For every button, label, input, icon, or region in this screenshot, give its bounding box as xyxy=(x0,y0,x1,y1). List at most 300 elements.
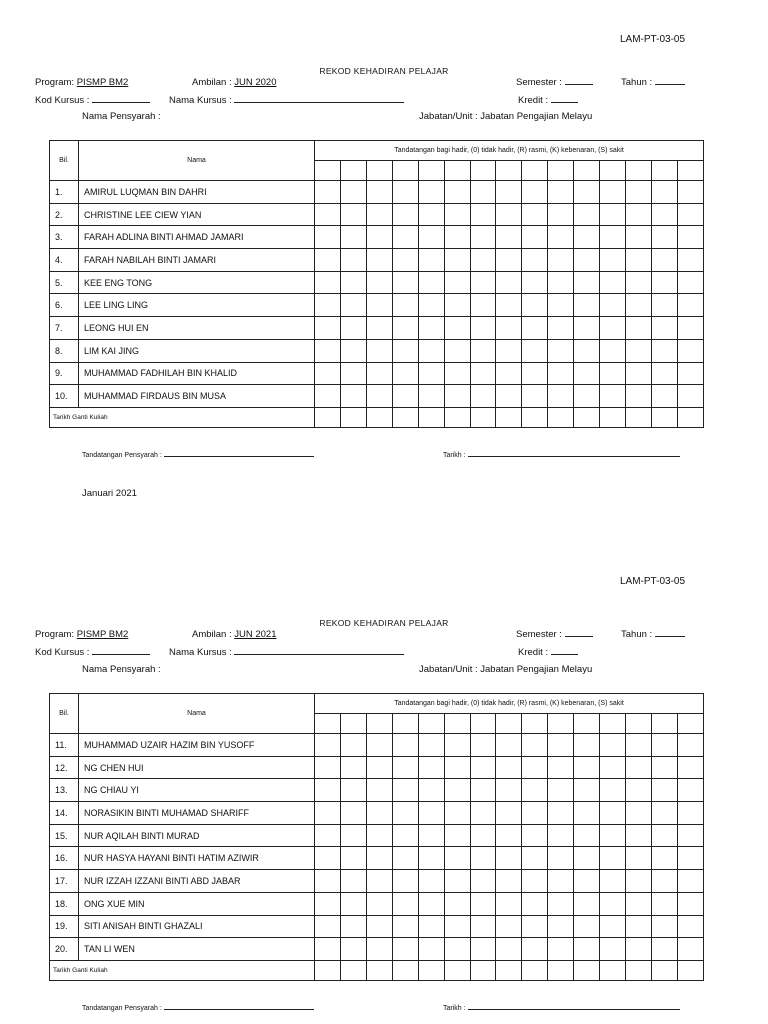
attendance-cell[interactable] xyxy=(366,915,392,938)
attendance-cell[interactable] xyxy=(418,249,444,272)
attendance-cell[interactable] xyxy=(522,362,548,385)
attendance-cell[interactable] xyxy=(315,756,341,779)
attendance-cell[interactable] xyxy=(418,756,444,779)
semester-blank[interactable] xyxy=(565,636,593,637)
attendance-cell[interactable] xyxy=(392,271,418,294)
attendance-cell[interactable] xyxy=(651,756,677,779)
attendance-cell[interactable] xyxy=(626,892,652,915)
attendance-cell[interactable] xyxy=(392,938,418,961)
attendance-cell[interactable] xyxy=(392,870,418,893)
attendance-cell[interactable] xyxy=(522,756,548,779)
attendance-cell[interactable] xyxy=(574,339,600,362)
attendance-cell[interactable] xyxy=(548,294,574,317)
attendance-cell[interactable] xyxy=(315,181,341,204)
attendance-cell[interactable] xyxy=(626,756,652,779)
attendance-cell[interactable] xyxy=(418,824,444,847)
attendance-cell[interactable] xyxy=(548,249,574,272)
attendance-cell[interactable] xyxy=(626,938,652,961)
nama-kursus-blank[interactable] xyxy=(234,654,404,655)
attendance-cell[interactable] xyxy=(366,339,392,362)
attendance-cell[interactable] xyxy=(677,385,703,408)
attendance-cell[interactable] xyxy=(522,802,548,825)
attendance-cell[interactable] xyxy=(574,802,600,825)
attendance-cell[interactable] xyxy=(600,756,626,779)
attendance-cell[interactable] xyxy=(366,226,392,249)
attendance-cell[interactable] xyxy=(470,203,496,226)
attendance-cell[interactable] xyxy=(651,938,677,961)
attendance-cell[interactable] xyxy=(366,938,392,961)
attendance-cell[interactable] xyxy=(600,824,626,847)
semester-blank[interactable] xyxy=(565,84,593,85)
attendance-cell[interactable] xyxy=(315,203,341,226)
attendance-cell[interactable] xyxy=(600,847,626,870)
attendance-cell[interactable] xyxy=(496,249,522,272)
attendance-cell[interactable] xyxy=(677,802,703,825)
attendance-cell[interactable] xyxy=(677,734,703,757)
attendance-cell[interactable] xyxy=(651,181,677,204)
attendance-cell[interactable] xyxy=(315,915,341,938)
attendance-cell[interactable] xyxy=(444,385,470,408)
attendance-cell[interactable] xyxy=(340,892,366,915)
attendance-cell[interactable] xyxy=(366,362,392,385)
attendance-cell[interactable] xyxy=(340,181,366,204)
attendance-cell[interactable] xyxy=(677,181,703,204)
attendance-cell[interactable] xyxy=(548,802,574,825)
attendance-cell[interactable] xyxy=(600,779,626,802)
attendance-cell[interactable] xyxy=(600,362,626,385)
attendance-cell[interactable] xyxy=(340,847,366,870)
attendance-cell[interactable] xyxy=(418,802,444,825)
attendance-cell[interactable] xyxy=(418,915,444,938)
attendance-cell[interactable] xyxy=(677,226,703,249)
attendance-cell[interactable] xyxy=(496,203,522,226)
attendance-cell[interactable] xyxy=(470,226,496,249)
attendance-cell[interactable] xyxy=(677,779,703,802)
attendance-cell[interactable] xyxy=(626,385,652,408)
attendance-cell[interactable] xyxy=(677,271,703,294)
attendance-cell[interactable] xyxy=(418,779,444,802)
attendance-cell[interactable] xyxy=(392,317,418,340)
attendance-cell[interactable] xyxy=(340,249,366,272)
attendance-cell[interactable] xyxy=(444,847,470,870)
attendance-cell[interactable] xyxy=(496,847,522,870)
attendance-cell[interactable] xyxy=(677,362,703,385)
attendance-cell[interactable] xyxy=(366,892,392,915)
attendance-cell[interactable] xyxy=(496,385,522,408)
attendance-cell[interactable] xyxy=(444,339,470,362)
attendance-cell[interactable] xyxy=(418,892,444,915)
attendance-cell[interactable] xyxy=(418,339,444,362)
attendance-cell[interactable] xyxy=(574,249,600,272)
attendance-cell[interactable] xyxy=(600,938,626,961)
attendance-cell[interactable] xyxy=(340,362,366,385)
attendance-cell[interactable] xyxy=(496,362,522,385)
attendance-cell[interactable] xyxy=(418,226,444,249)
attendance-cell[interactable] xyxy=(548,756,574,779)
attendance-cell[interactable] xyxy=(392,802,418,825)
attendance-cell[interactable] xyxy=(470,802,496,825)
attendance-cell[interactable] xyxy=(470,756,496,779)
attendance-cell[interactable] xyxy=(574,938,600,961)
kredit-blank[interactable] xyxy=(551,102,578,103)
attendance-cell[interactable] xyxy=(366,802,392,825)
attendance-cell[interactable] xyxy=(444,317,470,340)
attendance-cell[interactable] xyxy=(626,271,652,294)
attendance-cell[interactable] xyxy=(470,847,496,870)
attendance-cell[interactable] xyxy=(315,802,341,825)
attendance-cell[interactable] xyxy=(600,226,626,249)
attendance-cell[interactable] xyxy=(418,294,444,317)
attendance-cell[interactable] xyxy=(677,824,703,847)
attendance-cell[interactable] xyxy=(444,915,470,938)
attendance-cell[interactable] xyxy=(340,385,366,408)
attendance-cell[interactable] xyxy=(548,339,574,362)
attendance-cell[interactable] xyxy=(548,226,574,249)
attendance-cell[interactable] xyxy=(444,824,470,847)
attendance-cell[interactable] xyxy=(340,339,366,362)
attendance-cell[interactable] xyxy=(522,203,548,226)
attendance-cell[interactable] xyxy=(418,203,444,226)
attendance-cell[interactable] xyxy=(651,271,677,294)
attendance-cell[interactable] xyxy=(626,734,652,757)
attendance-cell[interactable] xyxy=(366,271,392,294)
attendance-cell[interactable] xyxy=(626,847,652,870)
attendance-cell[interactable] xyxy=(392,249,418,272)
attendance-cell[interactable] xyxy=(522,892,548,915)
attendance-cell[interactable] xyxy=(366,734,392,757)
attendance-cell[interactable] xyxy=(651,847,677,870)
attendance-cell[interactable] xyxy=(340,802,366,825)
attendance-cell[interactable] xyxy=(392,339,418,362)
attendance-cell[interactable] xyxy=(418,317,444,340)
attendance-cell[interactable] xyxy=(444,181,470,204)
attendance-cell[interactable] xyxy=(340,203,366,226)
attendance-cell[interactable] xyxy=(340,915,366,938)
attendance-cell[interactable] xyxy=(677,892,703,915)
attendance-cell[interactable] xyxy=(548,203,574,226)
attendance-cell[interactable] xyxy=(677,339,703,362)
attendance-cell[interactable] xyxy=(366,847,392,870)
attendance-cell[interactable] xyxy=(340,317,366,340)
attendance-cell[interactable] xyxy=(574,317,600,340)
attendance-cell[interactable] xyxy=(574,203,600,226)
attendance-cell[interactable] xyxy=(392,756,418,779)
attendance-cell[interactable] xyxy=(651,249,677,272)
attendance-cell[interactable] xyxy=(496,802,522,825)
attendance-cell[interactable] xyxy=(496,181,522,204)
attendance-cell[interactable] xyxy=(600,870,626,893)
kredit-blank[interactable] xyxy=(551,654,578,655)
attendance-cell[interactable] xyxy=(496,779,522,802)
attendance-cell[interactable] xyxy=(496,294,522,317)
attendance-cell[interactable] xyxy=(574,226,600,249)
attendance-cell[interactable] xyxy=(522,294,548,317)
attendance-cell[interactable] xyxy=(522,317,548,340)
attendance-cell[interactable] xyxy=(340,271,366,294)
attendance-cell[interactable] xyxy=(470,317,496,340)
attendance-cell[interactable] xyxy=(496,824,522,847)
attendance-cell[interactable] xyxy=(600,915,626,938)
attendance-cell[interactable] xyxy=(392,294,418,317)
attendance-cell[interactable] xyxy=(626,339,652,362)
tandatangan-blank[interactable] xyxy=(164,1009,314,1010)
attendance-cell[interactable] xyxy=(548,892,574,915)
attendance-cell[interactable] xyxy=(470,734,496,757)
attendance-cell[interactable] xyxy=(315,938,341,961)
attendance-cell[interactable] xyxy=(651,385,677,408)
attendance-cell[interactable] xyxy=(574,892,600,915)
attendance-cell[interactable] xyxy=(444,802,470,825)
attendance-cell[interactable] xyxy=(522,271,548,294)
attendance-cell[interactable] xyxy=(366,317,392,340)
attendance-cell[interactable] xyxy=(600,734,626,757)
attendance-cell[interactable] xyxy=(548,385,574,408)
attendance-cell[interactable] xyxy=(600,317,626,340)
attendance-cell[interactable] xyxy=(574,734,600,757)
attendance-cell[interactable] xyxy=(626,294,652,317)
attendance-cell[interactable] xyxy=(444,271,470,294)
attendance-cell[interactable] xyxy=(522,181,548,204)
attendance-cell[interactable] xyxy=(677,870,703,893)
attendance-cell[interactable] xyxy=(522,870,548,893)
attendance-cell[interactable] xyxy=(444,362,470,385)
attendance-cell[interactable] xyxy=(470,249,496,272)
attendance-cell[interactable] xyxy=(574,847,600,870)
attendance-cell[interactable] xyxy=(522,824,548,847)
attendance-cell[interactable] xyxy=(626,802,652,825)
attendance-cell[interactable] xyxy=(496,915,522,938)
attendance-cell[interactable] xyxy=(366,203,392,226)
attendance-cell[interactable] xyxy=(626,362,652,385)
attendance-cell[interactable] xyxy=(496,271,522,294)
attendance-cell[interactable] xyxy=(366,824,392,847)
attendance-cell[interactable] xyxy=(626,181,652,204)
attendance-cell[interactable] xyxy=(626,203,652,226)
attendance-cell[interactable] xyxy=(574,271,600,294)
attendance-cell[interactable] xyxy=(548,734,574,757)
attendance-cell[interactable] xyxy=(470,339,496,362)
attendance-cell[interactable] xyxy=(340,824,366,847)
attendance-cell[interactable] xyxy=(496,226,522,249)
attendance-cell[interactable] xyxy=(600,385,626,408)
attendance-cell[interactable] xyxy=(677,317,703,340)
attendance-cell[interactable] xyxy=(522,339,548,362)
attendance-cell[interactable] xyxy=(677,847,703,870)
attendance-cell[interactable] xyxy=(418,271,444,294)
attendance-cell[interactable] xyxy=(315,870,341,893)
attendance-cell[interactable] xyxy=(392,824,418,847)
attendance-cell[interactable] xyxy=(496,317,522,340)
attendance-cell[interactable] xyxy=(366,756,392,779)
attendance-cell[interactable] xyxy=(574,756,600,779)
attendance-cell[interactable] xyxy=(548,824,574,847)
attendance-cell[interactable] xyxy=(444,734,470,757)
attendance-cell[interactable] xyxy=(600,294,626,317)
attendance-cell[interactable] xyxy=(392,892,418,915)
attendance-cell[interactable] xyxy=(470,938,496,961)
attendance-cell[interactable] xyxy=(418,385,444,408)
attendance-cell[interactable] xyxy=(600,249,626,272)
attendance-cell[interactable] xyxy=(470,294,496,317)
attendance-cell[interactable] xyxy=(315,249,341,272)
attendance-cell[interactable] xyxy=(626,870,652,893)
attendance-cell[interactable] xyxy=(548,317,574,340)
attendance-cell[interactable] xyxy=(392,362,418,385)
attendance-cell[interactable] xyxy=(651,779,677,802)
attendance-cell[interactable] xyxy=(574,385,600,408)
attendance-cell[interactable] xyxy=(418,870,444,893)
attendance-cell[interactable] xyxy=(418,181,444,204)
attendance-cell[interactable] xyxy=(651,915,677,938)
attendance-cell[interactable] xyxy=(444,870,470,893)
tahun-blank[interactable] xyxy=(655,84,685,85)
attendance-cell[interactable] xyxy=(522,226,548,249)
attendance-cell[interactable] xyxy=(366,181,392,204)
attendance-cell[interactable] xyxy=(651,802,677,825)
attendance-cell[interactable] xyxy=(522,779,548,802)
attendance-cell[interactable] xyxy=(470,181,496,204)
attendance-cell[interactable] xyxy=(626,249,652,272)
attendance-cell[interactable] xyxy=(496,734,522,757)
attendance-cell[interactable] xyxy=(574,181,600,204)
attendance-cell[interactable] xyxy=(470,362,496,385)
attendance-cell[interactable] xyxy=(470,385,496,408)
attendance-cell[interactable] xyxy=(418,847,444,870)
attendance-cell[interactable] xyxy=(496,339,522,362)
attendance-cell[interactable] xyxy=(651,226,677,249)
attendance-cell[interactable] xyxy=(548,870,574,893)
attendance-cell[interactable] xyxy=(574,779,600,802)
tandatangan-blank[interactable] xyxy=(164,456,314,457)
attendance-cell[interactable] xyxy=(470,915,496,938)
attendance-cell[interactable] xyxy=(340,779,366,802)
attendance-cell[interactable] xyxy=(600,802,626,825)
tarikh-blank[interactable] xyxy=(468,1009,680,1010)
attendance-cell[interactable] xyxy=(315,385,341,408)
attendance-cell[interactable] xyxy=(522,847,548,870)
attendance-cell[interactable] xyxy=(392,779,418,802)
attendance-cell[interactable] xyxy=(444,756,470,779)
attendance-cell[interactable] xyxy=(315,339,341,362)
attendance-cell[interactable] xyxy=(340,756,366,779)
attendance-cell[interactable] xyxy=(315,892,341,915)
attendance-cell[interactable] xyxy=(418,362,444,385)
attendance-cell[interactable] xyxy=(677,249,703,272)
attendance-cell[interactable] xyxy=(574,915,600,938)
attendance-cell[interactable] xyxy=(418,734,444,757)
nama-kursus-blank[interactable] xyxy=(234,102,404,103)
attendance-cell[interactable] xyxy=(626,915,652,938)
attendance-cell[interactable] xyxy=(626,779,652,802)
attendance-cell[interactable] xyxy=(574,824,600,847)
attendance-cell[interactable] xyxy=(574,870,600,893)
attendance-cell[interactable] xyxy=(651,317,677,340)
attendance-cell[interactable] xyxy=(522,938,548,961)
attendance-cell[interactable] xyxy=(574,294,600,317)
attendance-cell[interactable] xyxy=(366,385,392,408)
attendance-cell[interactable] xyxy=(548,181,574,204)
attendance-cell[interactable] xyxy=(677,294,703,317)
attendance-cell[interactable] xyxy=(626,226,652,249)
attendance-cell[interactable] xyxy=(315,271,341,294)
kod-kursus-blank[interactable] xyxy=(92,654,150,655)
attendance-cell[interactable] xyxy=(444,249,470,272)
attendance-cell[interactable] xyxy=(496,892,522,915)
attendance-cell[interactable] xyxy=(496,870,522,893)
attendance-cell[interactable] xyxy=(522,915,548,938)
attendance-cell[interactable] xyxy=(600,339,626,362)
attendance-cell[interactable] xyxy=(366,870,392,893)
attendance-cell[interactable] xyxy=(651,892,677,915)
attendance-cell[interactable] xyxy=(470,870,496,893)
attendance-cell[interactable] xyxy=(651,870,677,893)
attendance-cell[interactable] xyxy=(548,271,574,294)
attendance-cell[interactable] xyxy=(444,938,470,961)
attendance-cell[interactable] xyxy=(651,203,677,226)
attendance-cell[interactable] xyxy=(522,385,548,408)
attendance-cell[interactable] xyxy=(340,938,366,961)
attendance-cell[interactable] xyxy=(548,362,574,385)
attendance-cell[interactable] xyxy=(315,226,341,249)
attendance-cell[interactable] xyxy=(392,203,418,226)
attendance-cell[interactable] xyxy=(626,824,652,847)
attendance-cell[interactable] xyxy=(392,847,418,870)
attendance-cell[interactable] xyxy=(444,779,470,802)
attendance-cell[interactable] xyxy=(315,362,341,385)
attendance-cell[interactable] xyxy=(626,317,652,340)
attendance-cell[interactable] xyxy=(574,362,600,385)
attendance-cell[interactable] xyxy=(651,734,677,757)
attendance-cell[interactable] xyxy=(522,249,548,272)
attendance-cell[interactable] xyxy=(548,938,574,961)
tarikh-blank[interactable] xyxy=(468,456,680,457)
attendance-cell[interactable] xyxy=(444,226,470,249)
attendance-cell[interactable] xyxy=(392,181,418,204)
attendance-cell[interactable] xyxy=(315,779,341,802)
attendance-cell[interactable] xyxy=(392,385,418,408)
kod-kursus-blank[interactable] xyxy=(92,102,150,103)
attendance-cell[interactable] xyxy=(315,824,341,847)
attendance-cell[interactable] xyxy=(315,294,341,317)
attendance-cell[interactable] xyxy=(366,779,392,802)
attendance-cell[interactable] xyxy=(315,317,341,340)
attendance-cell[interactable] xyxy=(340,734,366,757)
attendance-cell[interactable] xyxy=(677,203,703,226)
attendance-cell[interactable] xyxy=(470,779,496,802)
attendance-cell[interactable] xyxy=(651,362,677,385)
attendance-cell[interactable] xyxy=(340,226,366,249)
attendance-cell[interactable] xyxy=(470,892,496,915)
attendance-cell[interactable] xyxy=(392,734,418,757)
attendance-cell[interactable] xyxy=(600,181,626,204)
attendance-cell[interactable] xyxy=(651,824,677,847)
attendance-cell[interactable] xyxy=(651,339,677,362)
attendance-cell[interactable] xyxy=(651,294,677,317)
attendance-cell[interactable] xyxy=(418,938,444,961)
attendance-cell[interactable] xyxy=(677,938,703,961)
attendance-cell[interactable] xyxy=(392,915,418,938)
tahun-blank[interactable] xyxy=(655,636,685,637)
attendance-cell[interactable] xyxy=(444,294,470,317)
attendance-cell[interactable] xyxy=(548,779,574,802)
attendance-cell[interactable] xyxy=(470,824,496,847)
attendance-cell[interactable] xyxy=(600,892,626,915)
attendance-cell[interactable] xyxy=(444,892,470,915)
attendance-cell[interactable] xyxy=(340,870,366,893)
attendance-cell[interactable] xyxy=(315,734,341,757)
attendance-cell[interactable] xyxy=(444,203,470,226)
attendance-cell[interactable] xyxy=(600,203,626,226)
